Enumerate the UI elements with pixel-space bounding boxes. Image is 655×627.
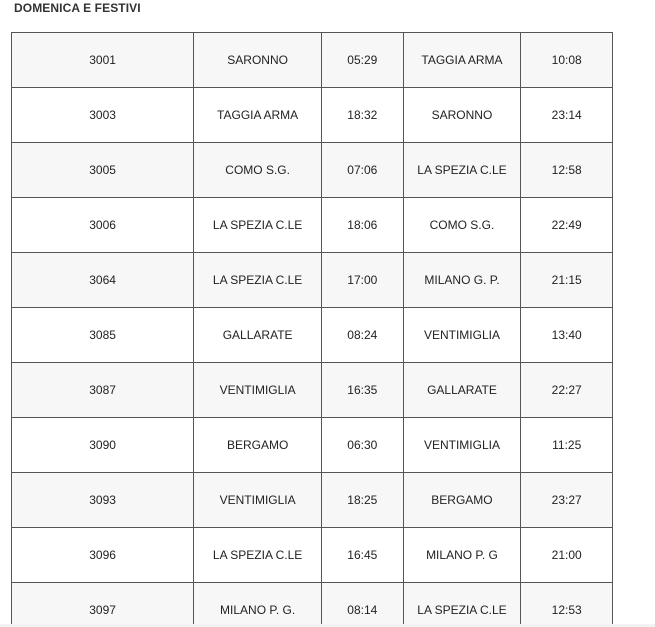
destination-station-cell: MILANO G. P.: [403, 253, 521, 308]
departure-time-cell: 06:30: [322, 418, 404, 473]
origin-station-cell: COMO S.G.: [194, 143, 322, 198]
destination-station-cell: TAGGIA ARMA: [403, 33, 521, 88]
arrival-time-cell: 21:00: [521, 528, 613, 583]
origin-station-cell: VENTIMIGLIA: [194, 363, 322, 418]
departure-time-cell: 08:14: [322, 583, 404, 627]
origin-station-cell: TAGGIA ARMA: [194, 88, 322, 143]
departure-time-cell: 18:06: [322, 198, 404, 253]
table-row: [12, 418, 613, 473]
train-number-cell: 3093: [12, 473, 194, 528]
origin-station-cell: SARONNO: [194, 33, 322, 88]
arrival-time-cell: 12:58: [521, 143, 613, 198]
train-number-cell: 3097: [12, 583, 194, 627]
destination-station-cell: BERGAMO: [403, 473, 521, 528]
timetable: [11, 32, 613, 627]
table-row: [12, 363, 613, 418]
departure-time-cell: 07:06: [322, 143, 404, 198]
table-row: [12, 473, 613, 528]
destination-station-cell: SARONNO: [403, 88, 521, 143]
origin-station-cell: VENTIMIGLIA: [194, 473, 322, 528]
arrival-time-cell: 23:14: [521, 88, 613, 143]
departure-time-cell: 05:29: [322, 33, 404, 88]
destination-station-cell: GALLARATE: [403, 363, 521, 418]
table-row: [12, 198, 613, 253]
departure-time-cell: 08:24: [322, 308, 404, 363]
arrival-time-cell: 11:25: [521, 418, 613, 473]
timetable-body: [12, 33, 613, 627]
departure-time-cell: 18:32: [322, 88, 404, 143]
departure-time-cell: 16:35: [322, 363, 404, 418]
origin-station-cell: LA SPEZIA C.LE: [194, 528, 322, 583]
train-number-cell: 3005: [12, 143, 194, 198]
train-number-cell: 3001: [12, 33, 194, 88]
origin-station-cell: LA SPEZIA C.LE: [194, 198, 322, 253]
arrival-time-cell: 23:27: [521, 473, 613, 528]
train-number-cell: 3006: [12, 198, 194, 253]
table-row: [12, 33, 613, 88]
destination-station-cell: VENTIMIGLIA: [403, 308, 521, 363]
table-row: [12, 88, 613, 143]
origin-station-cell: GALLARATE: [194, 308, 322, 363]
arrival-time-cell: 21:15: [521, 253, 613, 308]
arrival-time-cell: 12:53: [521, 583, 613, 627]
table-row: [12, 528, 613, 583]
page-title: DOMENICA E FESTIVI: [14, 1, 141, 15]
train-number-cell: 3096: [12, 528, 194, 583]
departure-time-cell: 16:45: [322, 528, 404, 583]
train-number-cell: 3085: [12, 308, 194, 363]
arrival-time-cell: 22:49: [521, 198, 613, 253]
train-number-cell: 3087: [12, 363, 194, 418]
destination-station-cell: VENTIMIGLIA: [403, 418, 521, 473]
departure-time-cell: 17:00: [322, 253, 404, 308]
arrival-time-cell: 22:27: [521, 363, 613, 418]
origin-station-cell: LA SPEZIA C.LE: [194, 253, 322, 308]
train-number-cell: 3090: [12, 418, 194, 473]
timetable-container: [11, 32, 614, 627]
destination-station-cell: COMO S.G.: [403, 198, 521, 253]
table-row: [12, 308, 613, 363]
table-row: [12, 253, 613, 308]
table-row: [12, 583, 613, 627]
train-number-cell: 3003: [12, 88, 194, 143]
destination-station-cell: LA SPEZIA C.LE: [403, 583, 521, 627]
origin-station-cell: MILANO P. G.: [194, 583, 322, 627]
arrival-time-cell: 10:08: [521, 33, 613, 88]
train-number-cell: 3064: [12, 253, 194, 308]
destination-station-cell: LA SPEZIA C.LE: [403, 143, 521, 198]
origin-station-cell: BERGAMO: [194, 418, 322, 473]
destination-station-cell: MILANO P. G: [403, 528, 521, 583]
table-row: [12, 143, 613, 198]
arrival-time-cell: 13:40: [521, 308, 613, 363]
departure-time-cell: 18:25: [322, 473, 404, 528]
